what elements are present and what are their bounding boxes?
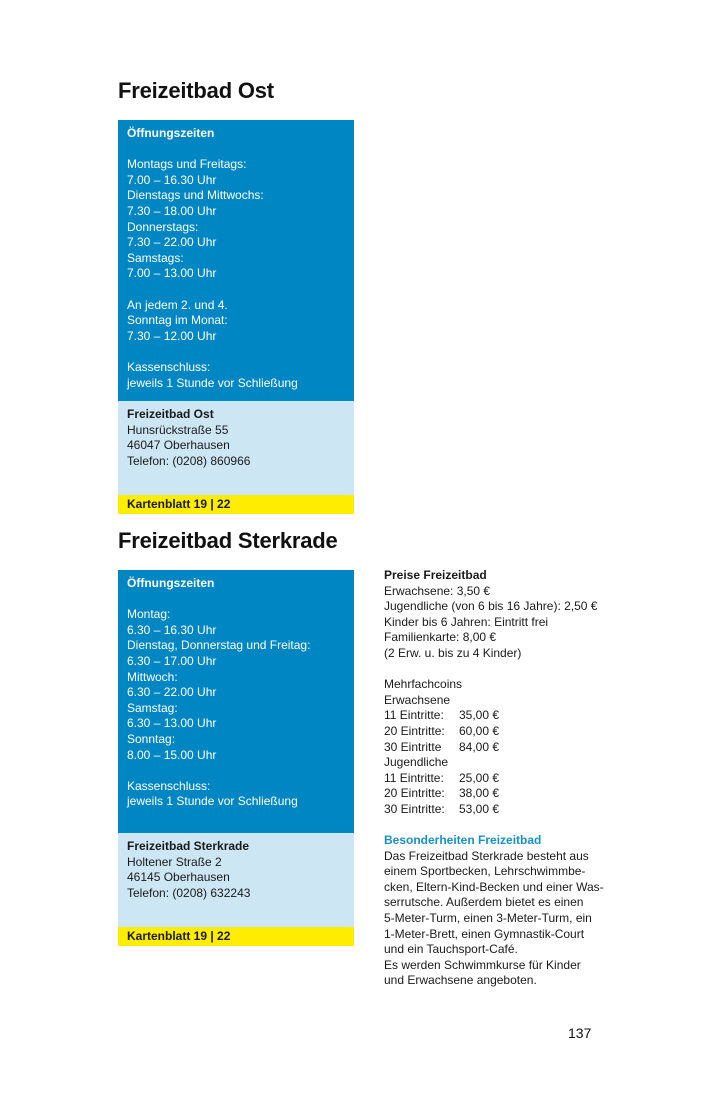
sunday-line: An jedem 2. und 4. (127, 297, 228, 312)
hours-line: 7.30 – 18.00 Uhr (127, 203, 217, 218)
coin-price: 38,00 € (459, 786, 500, 801)
hours-line: Donnerstags: (127, 219, 199, 234)
section2-address-name: Freizeitbad Sterkrade (127, 839, 250, 853)
features-line: cken, Eltern-Kind-Becken und einer Was- (384, 879, 604, 894)
hours-line: Sonntag: (127, 731, 176, 746)
hours-line: Dienstags und Mittwochs: (127, 188, 264, 203)
hours-line: 6.30 – 16.30 Uhr (127, 622, 217, 637)
features-heading: Besonderheiten Freizeitbad (384, 833, 542, 848)
features-line: und Erwachsene angeboten. (384, 973, 537, 988)
youth-label: Jugendliche (384, 755, 449, 770)
coin-price-row (384, 771, 644, 787)
closing-line: Kassenschluss: (127, 778, 211, 793)
features-line: Es werden Schwimmkurse für Kinder (384, 957, 581, 972)
hours-line: Samstag: (127, 700, 178, 715)
closing-line: Kassenschluss: (127, 359, 211, 374)
page-number: 137 (568, 1025, 592, 1041)
features-line: einem Sportbecken, Lehrschwimmbe- (384, 864, 586, 879)
coin-price: 84,00 € (459, 739, 500, 754)
hours-line: 7.30 – 22.00 Uhr (127, 235, 217, 250)
hours-line: Montag: (127, 607, 171, 622)
hours-line: Mittwoch: (127, 669, 178, 684)
coin-count: 30 Eintritte: (384, 801, 445, 816)
hours-line: 6.30 – 22.00 Uhr (127, 685, 217, 700)
address-line: Telefon: (0208) 860966 (127, 453, 251, 468)
prices-heading: Preise Freizeitbad (384, 568, 487, 582)
address-line: Hunsrückstraße 55 (127, 422, 229, 437)
price-line: Familienkarte: 8,00 € (384, 630, 497, 645)
features-line: und ein Tauchsport-Café. (384, 942, 518, 957)
hours-line: 7.00 – 13.00 Uhr (127, 266, 217, 281)
coin-price: 35,00 € (459, 708, 500, 723)
address-line: Telefon: (0208) 632243 (127, 885, 251, 900)
section1-hours-heading: Öffnungszeiten (127, 126, 215, 140)
address-line: 46047 Oberhausen (127, 438, 230, 453)
coin-price-row (384, 786, 644, 802)
coin-count: 20 Eintritte: (384, 786, 445, 801)
coin-price: 60,00 € (459, 723, 500, 738)
section2-hours-panel (118, 570, 354, 833)
closing-line: jeweils 1 Stunde vor Schließung (127, 375, 298, 390)
coin-count: 30 Eintritte (384, 739, 442, 754)
hours-line: Montags und Freitags: (127, 157, 247, 172)
features-line: 1-Meter-Brett, einen Gymnastik-Court (384, 926, 585, 941)
adults-label: Erwachsene (384, 692, 451, 707)
hours-line: Samstags: (127, 250, 184, 265)
sunday-line: 7.30 – 12.00 Uhr (127, 328, 217, 343)
section2-details-column (384, 568, 644, 989)
features-line: serrutsche. Außerdem bietet es einen (384, 895, 584, 910)
section1-address-panel (118, 401, 354, 495)
features-line: Das Freizeitbad Sterkrade besteht aus (384, 848, 589, 863)
price-line: Jugendliche (von 6 bis 16 Jahre): 2,50 € (384, 599, 598, 614)
hours-line: 6.30 – 17.00 Uhr (127, 653, 217, 668)
section2-info-card (118, 570, 354, 946)
sunday-line: Sonntag im Monat: (127, 313, 228, 328)
section1-map-reference: Kartenblatt 19 | 22 (118, 495, 354, 514)
section1-title: Freizeitbad Ost (118, 78, 274, 103)
hours-line: 7.00 – 16.30 Uhr (127, 172, 217, 187)
coin-price-row (384, 708, 644, 724)
coin-count: 20 Eintritte: (384, 723, 445, 738)
closing-line: jeweils 1 Stunde vor Schließung (127, 794, 298, 809)
coin-price-row (384, 724, 644, 740)
coin-count: 11 Eintritte: (384, 770, 444, 785)
hours-line: 6.30 – 13.00 Uhr (127, 716, 217, 731)
section1-hours-panel (118, 120, 354, 401)
price-line: (2 Erw. u. bis zu 4 Kinder) (384, 645, 522, 660)
coin-price: 25,00 € (459, 770, 500, 785)
coins-heading: Mehrfachcoins (384, 677, 463, 692)
coin-price-row (384, 740, 644, 756)
address-line: Holtener Straße 2 (127, 854, 222, 869)
coin-price: 53,00 € (459, 801, 500, 816)
section2-address-panel (118, 833, 354, 927)
price-line: Erwachsene: 3,50 € (384, 583, 491, 598)
coin-price-row (384, 802, 644, 818)
address-line: 46145 Oberhausen (127, 870, 230, 885)
features-line: 5-Meter-Turm, einen 3-Meter-Turm, ein (384, 911, 592, 926)
coin-count: 11 Eintritte: (384, 708, 444, 723)
section2-title: Freizeitbad Sterkrade (118, 528, 338, 553)
section2-map-reference: Kartenblatt 19 | 22 (118, 927, 354, 946)
hours-line: Dienstag, Donnerstag und Freitag: (127, 638, 311, 653)
section1-info-card (118, 120, 354, 514)
section1-address-name: Freizeitbad Ost (127, 407, 214, 421)
price-line: Kinder bis 6 Jahren: Eintritt frei (384, 614, 549, 629)
hours-line: 8.00 – 15.00 Uhr (127, 747, 217, 762)
section2-hours-heading: Öffnungszeiten (127, 576, 215, 590)
